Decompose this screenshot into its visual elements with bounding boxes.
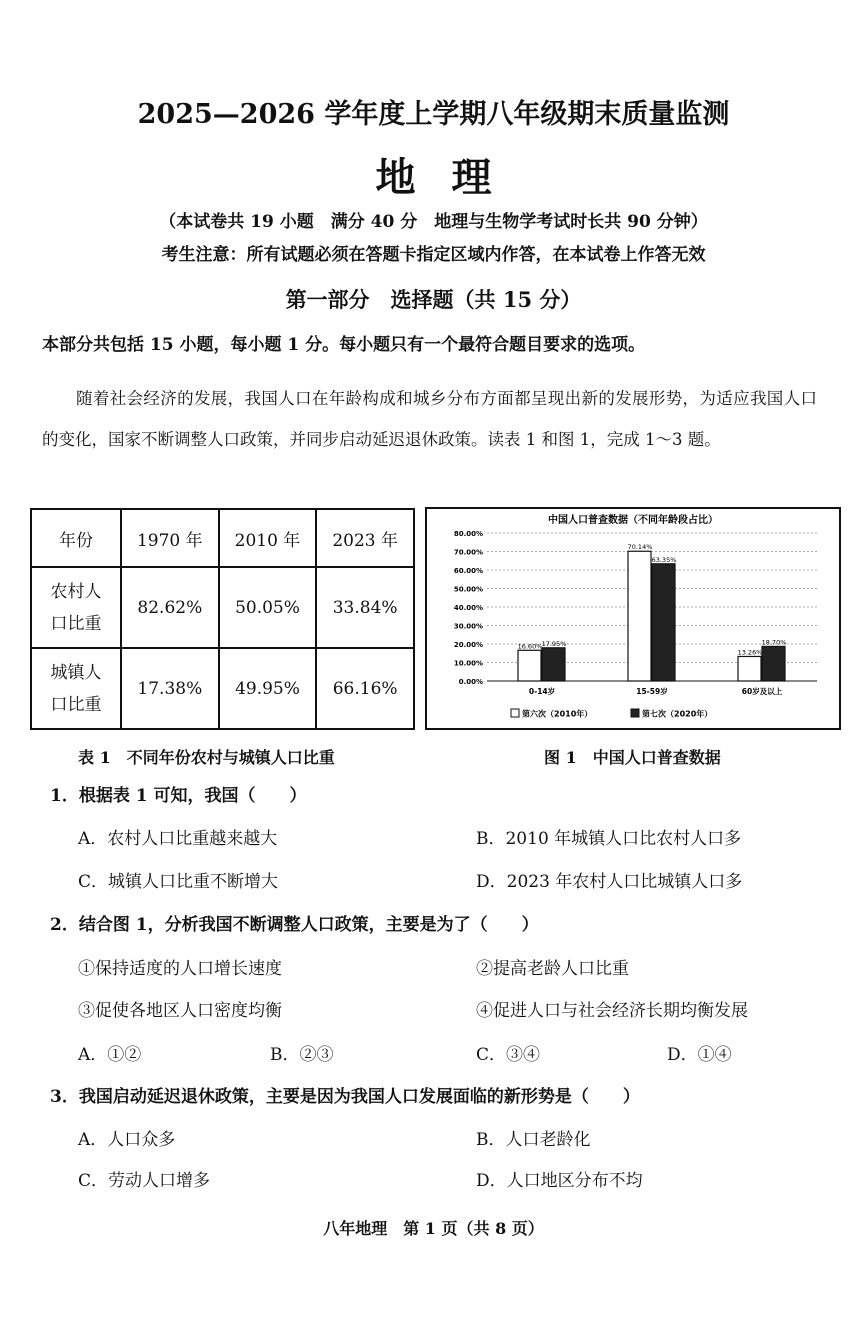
statement-item: ②提高老龄人口比重	[476, 959, 629, 979]
statement-item: ④促进人口与社会经济长期均衡发展	[476, 1001, 748, 1021]
exam-title: 2025—2026 学年度上学期八年级期末质量监测	[137, 99, 730, 130]
table-row	[31, 567, 414, 648]
table-cell: 49.95%	[219, 648, 317, 729]
page-footer: 八年地理 第 1 页（共 8 页）	[323, 1219, 544, 1238]
x-tick-label: 0-14岁	[528, 687, 556, 696]
table-caption: 表 1 不同年份农村与城镇人口比重	[78, 748, 335, 767]
figure-caption: 图 1 中国人口普查数据	[544, 748, 721, 767]
statement-item: ③促使各地区人口密度均衡	[78, 1001, 282, 1021]
table-header-cell: 年份	[31, 509, 121, 567]
y-tick-label: 10.00%	[453, 659, 483, 668]
table-row-label	[31, 648, 121, 729]
data-label: 17.95%	[541, 639, 567, 648]
legend-label: 第七次（2020年）	[642, 709, 713, 719]
data-label: 13.26%	[737, 648, 763, 657]
option-b[interactable]: B．②③	[270, 1045, 334, 1065]
data-label: 70.14%	[627, 543, 653, 552]
y-tick-label: 50.00%	[453, 585, 483, 594]
section-title: 第一部分 选择题（共 15 分）	[285, 287, 582, 312]
bar	[518, 650, 541, 681]
y-tick-label: 80.00%	[453, 530, 483, 538]
question-stem: 3．我国启动延迟退休政策，主要是因为我国人口发展面临的新形势是（ ）	[50, 1087, 640, 1107]
y-tick-label: 20.00%	[453, 641, 483, 649]
row-label-line: 城镇人	[50, 662, 102, 683]
option-c[interactable]: C．城镇人口比重不断增大	[78, 872, 279, 892]
option-a[interactable]: A．人口众多	[78, 1130, 176, 1150]
section-instruction: 本部分共包括 15 小题，每小题 1 分。每小题只有一个最符合题目要求的选项。	[42, 335, 646, 355]
census-chart	[427, 509, 839, 728]
option-c[interactable]: C．劳动人口增多	[78, 1171, 211, 1191]
statement-item: ①保持适度的人口增长速度	[78, 959, 282, 979]
option-a[interactable]: A．农村人口比重越来越大	[78, 829, 278, 849]
table-cell: 17.38%	[121, 648, 219, 729]
legend-label: 第六次（2010年）	[522, 709, 593, 719]
table-cell: 33.84%	[316, 567, 414, 648]
legend-swatch	[511, 709, 519, 717]
y-tick-label: 70.00%	[453, 548, 483, 557]
y-tick-label: 40.00%	[453, 604, 483, 612]
table-row	[31, 648, 414, 729]
reading-passage: 随着社会经济的发展，我国人口在年龄构成和城乡分布方面都呈现出新的发展形势，为适应我国人口的变化，国家不断调整人口政策，并同步启动延迟退休政策。读表 1 和图 1，完成 1～3 题。	[42, 389, 817, 449]
data-label: 16.60%	[517, 642, 543, 651]
y-tick-label: 30.00%	[453, 622, 483, 631]
row-label-line: 口比重	[50, 694, 102, 715]
row-label-line: 农村人	[50, 581, 102, 602]
y-tick-label: 0.00%	[458, 678, 483, 686]
data-label: 63.35%	[651, 555, 677, 564]
option-d[interactable]: D．人口地区分布不均	[476, 1171, 643, 1191]
bar	[652, 564, 675, 681]
question-stem: 1．根据表 1 可知，我国（ ）	[50, 786, 307, 806]
x-tick-label: 15-59岁	[636, 687, 668, 696]
row-label-line: 口比重	[50, 613, 102, 634]
option-b[interactable]: B．2010 年城镇人口比农村人口多	[476, 829, 742, 849]
option-c[interactable]: C．③④	[476, 1045, 541, 1065]
x-tick-label: 60岁及以上	[741, 687, 783, 696]
table-header-cell: 2010 年	[219, 509, 317, 567]
table-cell: 50.05%	[219, 567, 317, 648]
y-tick-label: 60.00%	[453, 567, 483, 575]
bar	[738, 656, 761, 681]
table-cell: 66.16%	[316, 648, 414, 729]
table-header-row	[31, 509, 414, 567]
table-header-cell: 2023 年	[316, 509, 414, 567]
bar	[762, 646, 785, 681]
bar	[628, 551, 651, 681]
subject-heading	[0, 146, 867, 203]
question-stem: 2．结合图 1，分析我国不断调整人口政策，主要是为了（ ）	[50, 915, 539, 935]
table-header-cell: 1970 年	[121, 509, 219, 567]
subject-char: 理	[451, 154, 492, 201]
option-a[interactable]: A．①②	[78, 1045, 142, 1065]
table-cell: 82.62%	[121, 567, 219, 648]
table-row-label	[31, 567, 121, 648]
exam-notice: 考生注意：所有试题必须在答题卡指定区域内作答，在本试卷上作答无效	[161, 245, 706, 265]
population-table	[30, 508, 415, 730]
chart-title: 中国人口普查数据（不同年龄段占比）	[548, 515, 718, 526]
exam-info: （本试卷共 19 小题 满分 40 分 地理与生物学考试时长共 90 分钟）	[159, 212, 708, 232]
census-chart-frame	[425, 507, 841, 730]
legend-swatch	[631, 709, 639, 717]
option-d[interactable]: D．2023 年农村人口比城镇人口多	[476, 872, 743, 892]
subject-char: 地	[375, 154, 416, 201]
data-label: 18.70%	[761, 638, 787, 647]
option-d[interactable]: D．①④	[667, 1045, 732, 1065]
bar	[542, 648, 565, 681]
option-b[interactable]: B．人口老龄化	[476, 1130, 591, 1150]
